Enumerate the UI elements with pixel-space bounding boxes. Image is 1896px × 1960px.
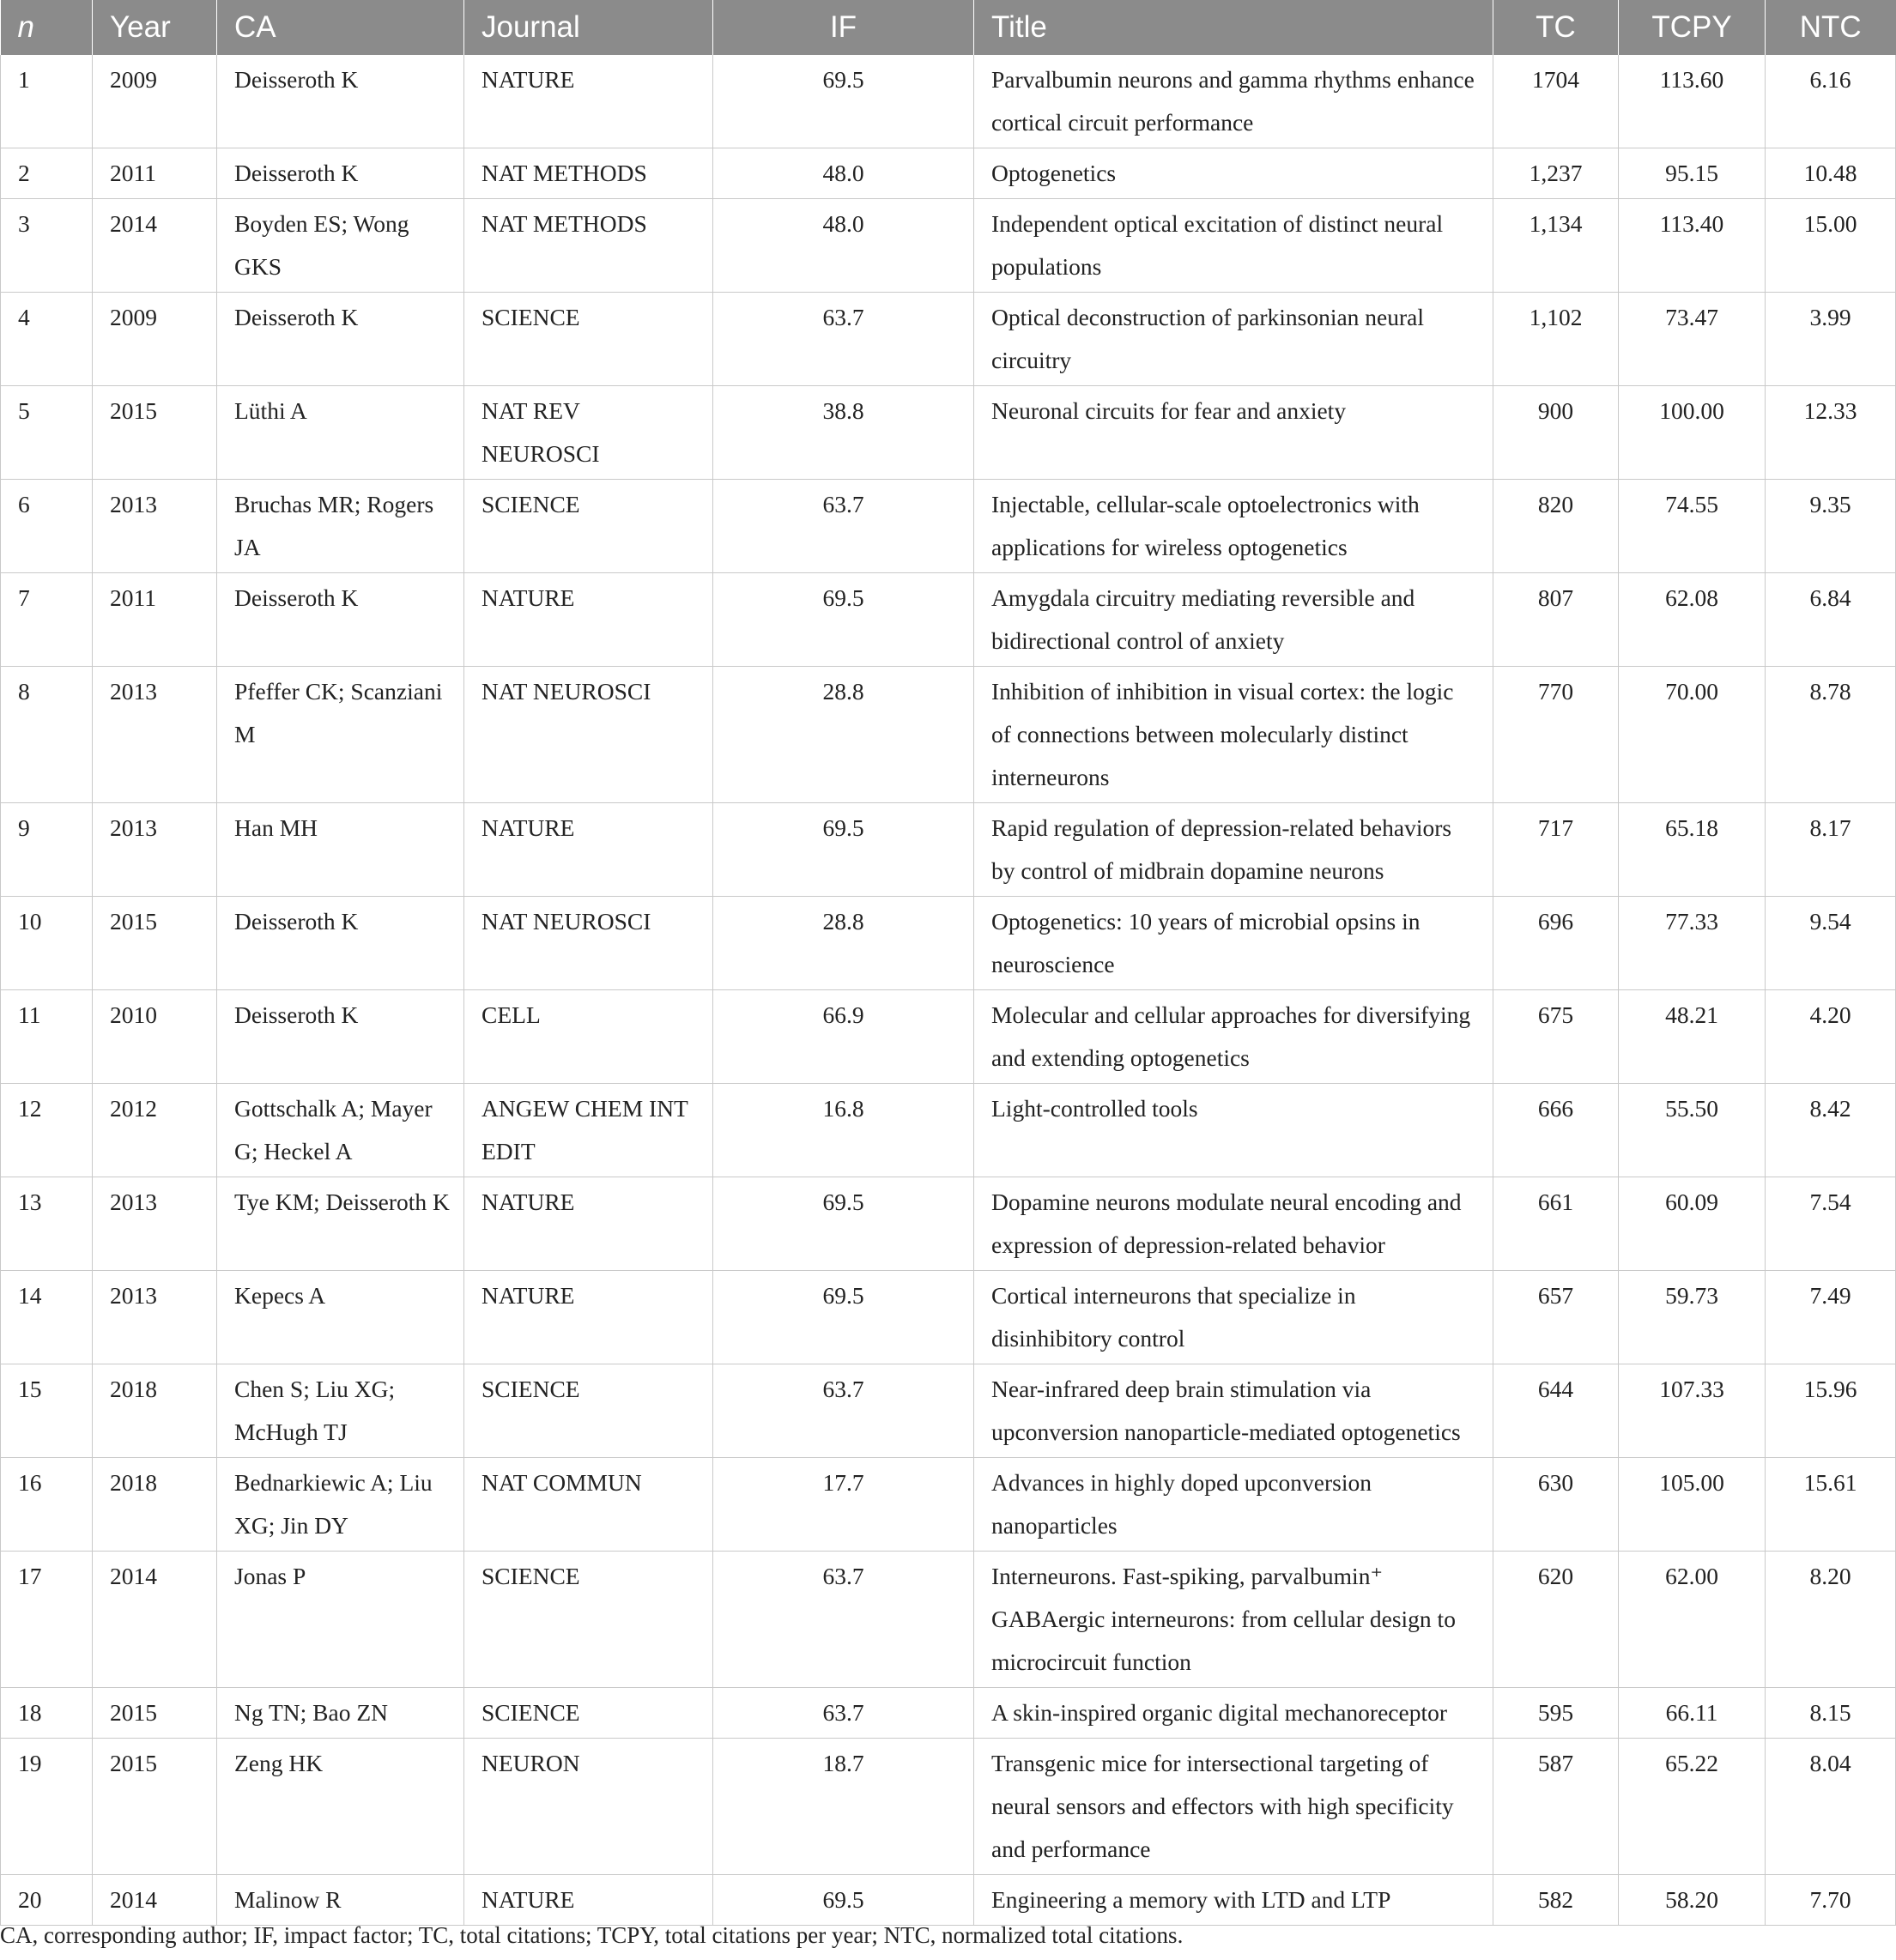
cell-total-citations: 630 [1493,1458,1619,1552]
cell-total-citations: 657 [1493,1271,1619,1364]
cell-total-citations-per-year: 48.21 [1619,990,1766,1084]
cell-n: 16 [1,1458,93,1552]
cell-journal: NAT METHODS [464,148,713,199]
cell-normalized-total-citations: 3.99 [1766,293,1896,386]
cell-total-citations: 620 [1493,1552,1619,1688]
cell-impact-factor: 69.5 [713,55,974,148]
cell-impact-factor: 48.0 [713,148,974,199]
cell-normalized-total-citations: 9.54 [1766,897,1896,990]
cell-total-citations-per-year: 58.20 [1619,1875,1766,1926]
cell-corresponding-author: Bruchas MR; Rogers JA [217,480,464,573]
cell-journal: NATURE [464,803,713,897]
cell-impact-factor: 17.7 [713,1458,974,1552]
cell-n: 8 [1,667,93,803]
cell-n: 18 [1,1688,93,1739]
cell-year: 2013 [93,480,217,573]
cell-year: 2013 [93,1177,217,1271]
cell-total-citations: 1704 [1493,55,1619,148]
cell-total-citations: 1,237 [1493,148,1619,199]
cell-impact-factor: 69.5 [713,1271,974,1364]
table-row [1,55,1896,148]
cell-normalized-total-citations: 8.42 [1766,1084,1896,1177]
cell-year: 2013 [93,803,217,897]
table-row [1,1552,1896,1688]
cell-year: 2013 [93,1271,217,1364]
cell-corresponding-author: Lüthi A [217,386,464,480]
cell-journal: CELL [464,990,713,1084]
cell-total-citations: 1,102 [1493,293,1619,386]
header-row [1,0,1896,55]
cell-total-citations-per-year: 105.00 [1619,1458,1766,1552]
cell-corresponding-author: Gottschalk A; Mayer G; Heckel A [217,1084,464,1177]
cell-journal: SCIENCE [464,480,713,573]
cell-year: 2018 [93,1458,217,1552]
cell-corresponding-author: Chen S; Liu XG; McHugh TJ [217,1364,464,1458]
cell-impact-factor: 63.7 [713,1688,974,1739]
cell-journal: NAT REV NEUROSCI [464,386,713,480]
cell-total-citations-per-year: 95.15 [1619,148,1766,199]
cell-corresponding-author: Malinow R [217,1875,464,1926]
table-row [1,1177,1896,1271]
cell-year: 2015 [93,386,217,480]
cell-impact-factor: 69.5 [713,1177,974,1271]
cell-year: 2009 [93,293,217,386]
cell-journal: SCIENCE [464,1552,713,1688]
table-row [1,990,1896,1084]
column-header-tcpy: TCPY [1619,0,1766,55]
cell-normalized-total-citations: 15.00 [1766,199,1896,293]
cell-impact-factor: 18.7 [713,1739,974,1875]
cell-total-citations: 644 [1493,1364,1619,1458]
cell-impact-factor: 63.7 [713,1552,974,1688]
cell-n: 1 [1,55,93,148]
cell-journal: NATURE [464,1271,713,1364]
table-row [1,667,1896,803]
cell-n: 10 [1,897,93,990]
cell-title: Optical deconstruction of parkinsonian neural circuitry [974,293,1493,386]
cell-total-citations-per-year: 66.11 [1619,1688,1766,1739]
cell-journal: NAT NEUROSCI [464,897,713,990]
cell-n: 3 [1,199,93,293]
cell-title: Rapid regulation of depression-related behaviors by control of midbrain dopamine neurons [974,803,1493,897]
cell-impact-factor: 38.8 [713,386,974,480]
cell-corresponding-author: Tye KM; Deisseroth K [217,1177,464,1271]
cell-n: 15 [1,1364,93,1458]
cell-total-citations: 595 [1493,1688,1619,1739]
cell-journal: NAT COMMUN [464,1458,713,1552]
cell-normalized-total-citations: 15.96 [1766,1364,1896,1458]
cell-total-citations-per-year: 70.00 [1619,667,1766,803]
table-row [1,1875,1896,1926]
cell-journal: NAT NEUROSCI [464,667,713,803]
cell-corresponding-author: Pfeffer CK; Scanziani M [217,667,464,803]
table-row [1,897,1896,990]
cell-normalized-total-citations: 8.04 [1766,1739,1896,1875]
cell-title: Optogenetics: 10 years of microbial opsins in neuroscience [974,897,1493,990]
table-row [1,293,1896,386]
cell-journal: NEURON [464,1739,713,1875]
cell-total-citations: 807 [1493,573,1619,667]
cell-n: 9 [1,803,93,897]
cell-total-citations: 770 [1493,667,1619,803]
cell-year: 2009 [93,55,217,148]
cell-total-citations-per-year: 59.73 [1619,1271,1766,1364]
table-row [1,1688,1896,1739]
cell-total-citations: 666 [1493,1084,1619,1177]
cell-impact-factor: 69.5 [713,573,974,667]
cell-journal: SCIENCE [464,1364,713,1458]
cell-journal: NATURE [464,55,713,148]
cell-total-citations: 696 [1493,897,1619,990]
cell-normalized-total-citations: 10.48 [1766,148,1896,199]
cell-total-citations-per-year: 55.50 [1619,1084,1766,1177]
cell-corresponding-author: Deisseroth K [217,293,464,386]
cell-normalized-total-citations: 7.54 [1766,1177,1896,1271]
cell-corresponding-author: Deisseroth K [217,990,464,1084]
cell-normalized-total-citations: 7.49 [1766,1271,1896,1364]
cell-title: Neuronal circuits for fear and anxiety [974,386,1493,480]
table-row [1,1458,1896,1552]
cell-total-citations: 582 [1493,1875,1619,1926]
table-row [1,803,1896,897]
table-row [1,1084,1896,1177]
cell-impact-factor: 69.5 [713,1875,974,1926]
cell-n: 7 [1,573,93,667]
cell-total-citations: 661 [1493,1177,1619,1271]
cell-normalized-total-citations: 9.35 [1766,480,1896,573]
cell-corresponding-author: Bednarkiewic A; Liu XG; Jin DY [217,1458,464,1552]
table-footnote: CA, corresponding author; IF, impact factor; TC, total citations; TCPY, total citations per year; NTC, normalized total citations. [0,1922,1184,1948]
cell-title: Near-infrared deep brain stimulation via upconversion nanoparticle-mediated optogenetics [974,1364,1493,1458]
cell-corresponding-author: Kepecs A [217,1271,464,1364]
cell-total-citations: 1,134 [1493,199,1619,293]
table-row [1,480,1896,573]
cell-total-citations-per-year: 65.22 [1619,1739,1766,1875]
cell-journal: NATURE [464,573,713,667]
cell-year: 2018 [93,1364,217,1458]
table-row [1,386,1896,480]
cell-title: Advances in highly doped upconversion nanoparticles [974,1458,1493,1552]
cell-impact-factor: 66.9 [713,990,974,1084]
cell-year: 2014 [93,199,217,293]
cell-corresponding-author: Boyden ES; Wong GKS [217,199,464,293]
column-header-ca: CA [217,0,464,55]
cell-corresponding-author: Ng TN; Bao ZN [217,1688,464,1739]
cell-n: 20 [1,1875,93,1926]
cell-impact-factor: 69.5 [713,803,974,897]
cell-normalized-total-citations: 15.61 [1766,1458,1896,1552]
cell-year: 2013 [93,667,217,803]
cell-journal: SCIENCE [464,293,713,386]
cell-journal: NATURE [464,1177,713,1271]
cell-title: Optogenetics [974,148,1493,199]
cell-impact-factor: 48.0 [713,199,974,293]
cell-corresponding-author: Deisseroth K [217,55,464,148]
cell-n: 4 [1,293,93,386]
cell-title: Inhibition of inhibition in visual cortex: the logic of connections between molecularly distinct interneurons [974,667,1493,803]
cell-title: Independent optical excitation of distinct neural populations [974,199,1493,293]
cell-total-citations-per-year: 77.33 [1619,897,1766,990]
cell-n: 17 [1,1552,93,1688]
table-row [1,573,1896,667]
cell-title: Transgenic mice for intersectional targeting of neural sensors and effectors with high specificity and performance [974,1739,1493,1875]
cell-corresponding-author: Deisseroth K [217,148,464,199]
cell-n: 11 [1,990,93,1084]
cell-impact-factor: 63.7 [713,1364,974,1458]
cell-title: Dopamine neurons modulate neural encoding and expression of depression-related behavior [974,1177,1493,1271]
column-header-n: n [1,0,93,55]
column-header-journal: Journal [464,0,713,55]
cell-total-citations-per-year: 62.00 [1619,1552,1766,1688]
cell-n: 12 [1,1084,93,1177]
column-header-if: IF [713,0,974,55]
cell-total-citations: 717 [1493,803,1619,897]
cell-total-citations: 675 [1493,990,1619,1084]
cell-total-citations: 820 [1493,480,1619,573]
column-header-year: Year [93,0,217,55]
table-header [1,0,1896,55]
cell-total-citations: 587 [1493,1739,1619,1875]
cell-total-citations-per-year: 60.09 [1619,1177,1766,1271]
cell-impact-factor: 28.8 [713,667,974,803]
cell-normalized-total-citations: 6.16 [1766,55,1896,148]
cell-normalized-total-citations: 8.17 [1766,803,1896,897]
cell-year: 2012 [93,1084,217,1177]
cell-total-citations-per-year: 113.40 [1619,199,1766,293]
cell-total-citations-per-year: 74.55 [1619,480,1766,573]
cell-journal: NATURE [464,1875,713,1926]
column-header-tc: TC [1493,0,1619,55]
cell-normalized-total-citations: 8.20 [1766,1552,1896,1688]
cell-normalized-total-citations: 8.15 [1766,1688,1896,1739]
cell-n: 14 [1,1271,93,1364]
cell-n: 13 [1,1177,93,1271]
cell-title: A skin-inspired organic digital mechanoreceptor [974,1688,1493,1739]
cell-n: 6 [1,480,93,573]
cell-year: 2010 [93,990,217,1084]
cell-title: Interneurons. Fast-spiking, parvalbumin⁺ GABAergic interneurons: from cellular design to microcircuit function [974,1552,1493,1688]
cell-year: 2014 [93,1875,217,1926]
cell-title: Light-controlled tools [974,1084,1493,1177]
table-row [1,148,1896,199]
cell-n: 19 [1,1739,93,1875]
cell-year: 2014 [93,1552,217,1688]
cell-impact-factor: 16.8 [713,1084,974,1177]
cell-title: Cortical interneurons that specialize in disinhibitory control [974,1271,1493,1364]
cell-corresponding-author: Jonas P [217,1552,464,1688]
cell-total-citations-per-year: 73.47 [1619,293,1766,386]
cell-normalized-total-citations: 6.84 [1766,573,1896,667]
cell-corresponding-author: Han MH [217,803,464,897]
table-row [1,1271,1896,1364]
cell-title: Amygdala circuitry mediating reversible and bidirectional control of anxiety [974,573,1493,667]
table-row [1,1364,1896,1458]
cell-n: 5 [1,386,93,480]
cell-corresponding-author: Zeng HK [217,1739,464,1875]
cell-total-citations-per-year: 100.00 [1619,386,1766,480]
cell-total-citations-per-year: 65.18 [1619,803,1766,897]
cell-corresponding-author: Deisseroth K [217,897,464,990]
cell-year: 2011 [93,148,217,199]
cell-normalized-total-citations: 4.20 [1766,990,1896,1084]
table-body [1,55,1896,1926]
cell-year: 2015 [93,1688,217,1739]
cell-normalized-total-citations: 8.78 [1766,667,1896,803]
cell-total-citations-per-year: 113.60 [1619,55,1766,148]
cell-year: 2015 [93,1739,217,1875]
cell-normalized-total-citations: 7.70 [1766,1875,1896,1926]
cell-year: 2011 [93,573,217,667]
cell-total-citations-per-year: 107.33 [1619,1364,1766,1458]
cell-title: Engineering a memory with LTD and LTP [974,1875,1493,1926]
cell-impact-factor: 63.7 [713,293,974,386]
cell-total-citations: 900 [1493,386,1619,480]
table-row [1,1739,1896,1875]
cell-total-citations-per-year: 62.08 [1619,573,1766,667]
cell-year: 2015 [93,897,217,990]
cell-normalized-total-citations: 12.33 [1766,386,1896,480]
cell-n: 2 [1,148,93,199]
cell-impact-factor: 63.7 [713,480,974,573]
column-header-ntc: NTC [1766,0,1896,55]
table-row [1,199,1896,293]
cell-corresponding-author: Deisseroth K [217,573,464,667]
cell-title: Molecular and cellular approaches for diversifying and extending optogenetics [974,990,1493,1084]
cell-journal: SCIENCE [464,1688,713,1739]
cell-impact-factor: 28.8 [713,897,974,990]
cell-title: Injectable, cellular-scale optoelectronics with applications for wireless optogenetics [974,480,1493,573]
column-header-title: Title [974,0,1493,55]
cell-journal: ANGEW CHEM INT EDIT [464,1084,713,1177]
cell-title: Parvalbumin neurons and gamma rhythms enhance cortical circuit performance [974,55,1493,148]
cell-journal: NAT METHODS [464,199,713,293]
